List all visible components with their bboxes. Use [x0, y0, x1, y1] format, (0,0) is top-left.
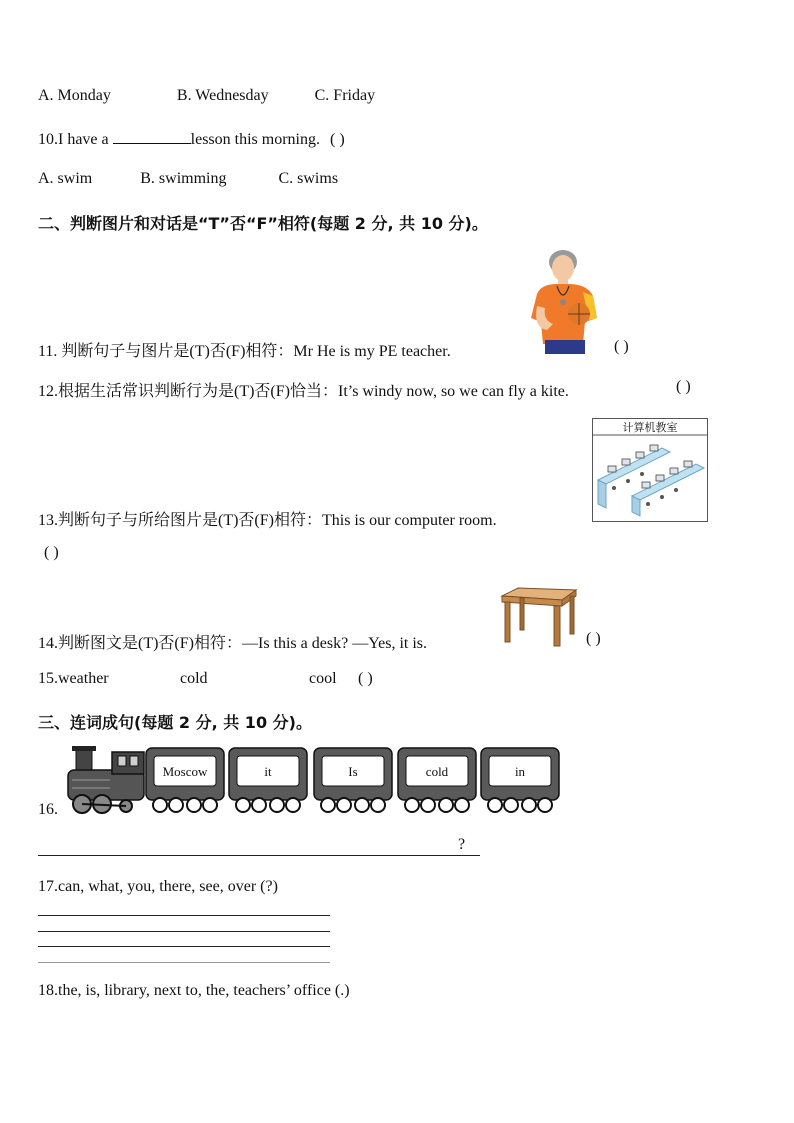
computer-room-sign: 计算机教室 — [622, 421, 678, 434]
train-car-word-5: in — [514, 764, 526, 779]
q10-answer-paren[interactable]: ( ) — [329, 131, 345, 148]
q17-question — [38, 878, 278, 896]
q16-number: 16. — [38, 801, 58, 818]
q10-prefix: 10.I have a — [38, 131, 109, 148]
q16-answer-line-end — [458, 855, 480, 856]
q17-answer-line-1[interactable] — [38, 915, 330, 916]
section-2-title: 二、判断图片和对话是“T”否“F”相符(每题 2 分, 共 10 分)。 — [38, 214, 488, 233]
q18-question — [38, 982, 350, 1000]
q11-answer-paren[interactable]: ( ) — [614, 338, 629, 355]
q18-text: 18.the, is, library, next to, the, teachers’ office (.) — [38, 982, 350, 999]
q10-blank[interactable] — [113, 129, 191, 144]
q17-text: 17.can, what, you, there, see, over (?) — [38, 878, 278, 895]
q13-answer-paren[interactable]: ( ) — [44, 544, 59, 561]
q17-answer-line-4[interactable] — [38, 962, 330, 963]
q15-word-3: cool — [309, 670, 337, 687]
q14-text: 14.判断图文是(T)否(F)相符：—Is this a desk? —Yes, it is. — [38, 635, 428, 652]
q10-question — [38, 129, 345, 149]
q13-text: 13.判断句子与所给图片是(T)否(F)相符：This is our computer room. — [38, 512, 497, 529]
q15-question — [38, 670, 109, 688]
desk-image — [500, 586, 578, 648]
section-3-title: 三、连词成句(每题 2 分, 共 10 分)。 — [38, 713, 312, 732]
q10-option-b: B. swimming — [140, 170, 227, 187]
locomotive-icon — [68, 746, 144, 813]
q11-question — [38, 338, 451, 361]
q14-answer-paren[interactable]: ( ) — [586, 630, 601, 647]
q17-answer-line-2[interactable] — [38, 931, 330, 932]
q13-question — [38, 507, 497, 530]
train-car-word-3: Is — [348, 764, 358, 779]
pe-teacher-image — [527, 248, 601, 354]
computer-room-image — [592, 418, 708, 522]
q9-option-a: A. Monday — [38, 87, 111, 104]
q10-options — [38, 170, 338, 188]
train-car-word-4: cold — [425, 764, 449, 779]
q16-end-mark: ? — [458, 836, 466, 853]
q9-options — [38, 87, 375, 105]
q16-answer-line[interactable] — [38, 855, 480, 856]
q11-text: 11. 判断句子与图片是(T)否(F)相符：Mr He is my PE teacher. — [38, 343, 451, 360]
train-car-word-2: it — [264, 764, 272, 779]
train-car-word-1: Moscow — [162, 764, 208, 779]
q17-answer-line-3[interactable] — [38, 946, 330, 947]
q10-suffix: lesson this morning. — [190, 131, 320, 148]
q10-option-a: A. swim — [38, 170, 93, 187]
word-train — [64, 744, 564, 818]
q9-option-c: C. Friday — [314, 87, 376, 104]
q12-text: 12.根据生活常识判断行为是(T)否(F)恰当：It’s windy now, so we can fly a kite. — [38, 383, 569, 400]
q10-option-c: C. swims — [278, 170, 339, 187]
q14-question — [38, 630, 427, 653]
q15-answer-paren[interactable]: ( ) — [358, 670, 373, 687]
q12-answer-paren[interactable]: ( ) — [676, 378, 691, 395]
q15-word-2: cold — [180, 670, 208, 687]
q9-option-b: B. Wednesday — [176, 87, 269, 104]
q15-word-1: 15.weather — [38, 670, 109, 687]
q12-question — [38, 378, 569, 401]
